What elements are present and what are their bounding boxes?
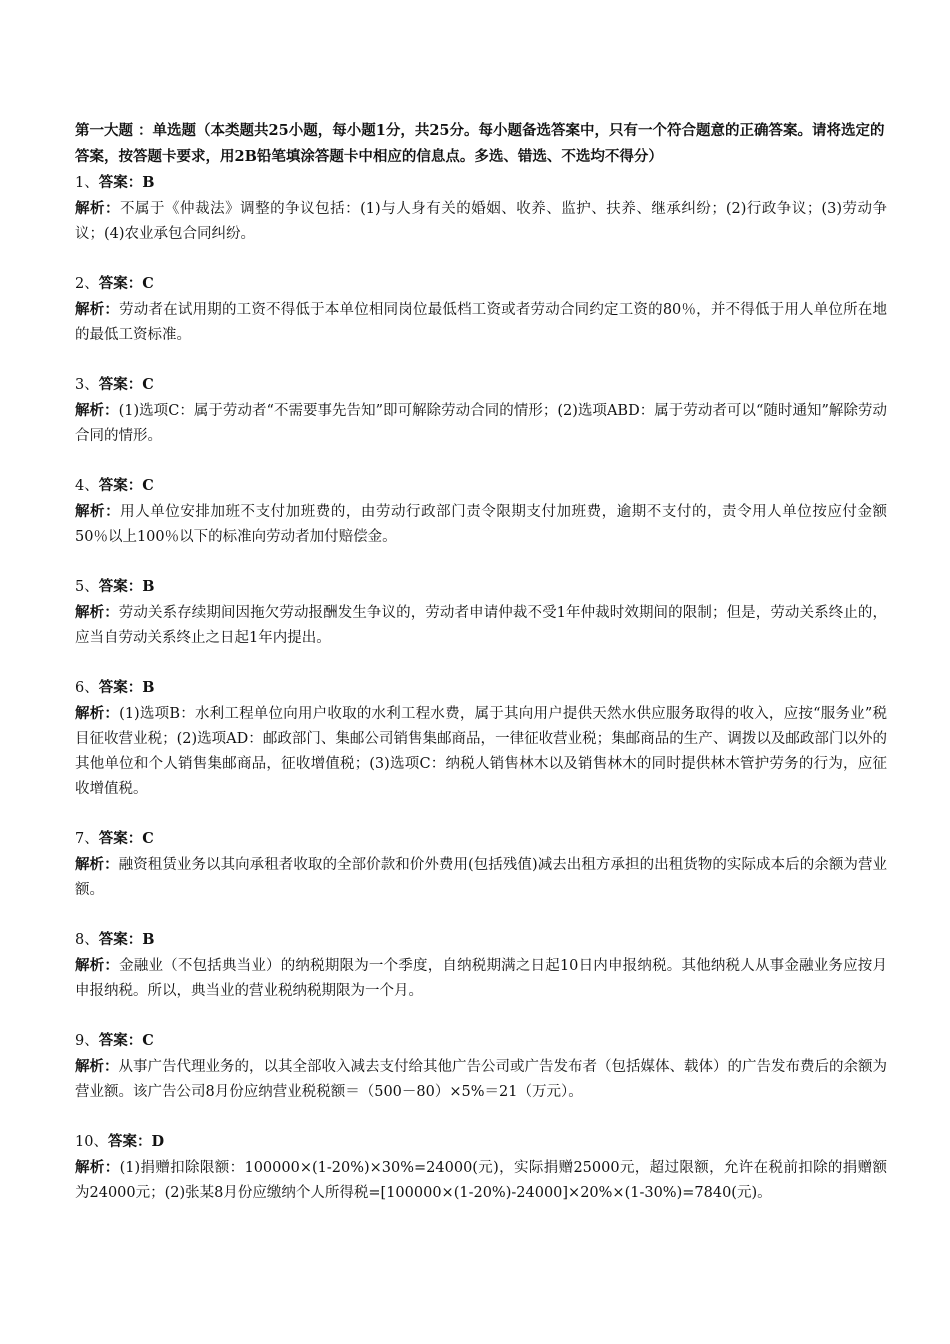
analysis-text [75, 953, 887, 1004]
question-number: 8、 [75, 932, 99, 948]
analysis-label: 解析： [75, 604, 119, 621]
answer-label: 答案： [98, 931, 143, 948]
answer-label: 答案： [98, 275, 143, 292]
analysis-label: 解析： [75, 301, 120, 318]
analysis-label: 解析： [75, 402, 119, 419]
answer-item [75, 271, 887, 348]
answer-item [75, 574, 887, 651]
analysis-label: 解析： [75, 1058, 119, 1075]
answer-line [75, 372, 887, 398]
answer-line [75, 826, 887, 852]
answer-value: C [142, 275, 154, 292]
analysis-text [75, 600, 887, 651]
analysis-label: 解析： [75, 856, 119, 873]
question-number: 4、 [75, 478, 99, 494]
answer-item [75, 473, 887, 550]
question-number: 6、 [75, 680, 99, 696]
section-title: 第一大题 ：单选题（本类题共25小题，每小题1分，共25分。每小题备选答案中，只有一个符合题意的正确答案。请将选定的答案，按答题卡要求，用2B铅笔填涂答题卡中相应的信息点。多选、错选、不选均不得分） [75, 122, 885, 165]
analysis-label: 解析： [75, 200, 121, 217]
answer-item [75, 170, 887, 247]
answer-label: 答案： [98, 578, 143, 595]
analysis-label: 解析： [75, 705, 120, 722]
analysis-body: (1)捐赠扣除限额：100000×(1-20%)×30%=24000(元)，实际捐赠25000元，超过限额，允许在税前扣除的捐赠额为24000元；(2)张某8月份应缴纳个人所得税=[100000×(1-20%)-24000]×20%×(1-30%)=7840(元)。 [75, 1160, 887, 1201]
answer-value: B [142, 679, 155, 696]
analysis-body: 不属于《仲裁法》调整的争议包括：(1)与人身有关的婚姻、收养、监护、扶养、继承纠纷；(2)行政争议；(3)劳动争议；(4)农业承包合同纠纷。 [75, 201, 887, 242]
question-number: 1、 [75, 175, 99, 191]
question-number: 9、 [75, 1033, 99, 1049]
answer-label: 答案： [98, 376, 143, 393]
analysis-body: 金融业（不包括典当业）的纳税期限为一个季度，自纳税期满之日起10日内申报纳税。其他纳税人从事金融业务应按月申报纳税。所以，典当业的营业税纳税期限为一个月。 [75, 958, 888, 999]
answer-value: B [142, 174, 155, 191]
answer-item [75, 372, 887, 449]
analysis-body: 融资租赁业务以其向承租者收取的全部价款和价外费用(包括残值)减去出租方承担的出租货物的实际成本后的余额为营业额。 [75, 857, 887, 898]
analysis-body: (1)选项C：属于劳动者“不需要事先告知”即可解除劳动合同的情形；(2)选项ABD：属于劳动者可以“随时通知”解除劳动合同的情形。 [75, 403, 888, 444]
answer-label: 答案： [98, 174, 143, 191]
analysis-label: 解析： [75, 503, 121, 520]
answer-line [75, 574, 887, 600]
question-number: 7、 [75, 831, 99, 847]
answer-value: C [142, 376, 154, 393]
answer-item [75, 826, 887, 903]
answer-label: 答案： [98, 830, 143, 847]
answer-value: D [151, 1133, 165, 1150]
analysis-body: 劳动者在试用期的工资不得低于本单位相同岗位最低档工资或者劳动合同约定工资的80％，并不得低于用人单位所在地的最低工资标准。 [75, 302, 888, 343]
answer-line [75, 1129, 887, 1155]
answer-line [75, 473, 887, 499]
analysis-text [75, 701, 887, 802]
analysis-text [75, 852, 887, 903]
answer-line [75, 170, 887, 196]
question-number: 10、 [75, 1134, 108, 1150]
analysis-body: 用人单位安排加班不支付加班费的，由劳动行政部门责令限期支付加班费，逾期不支付的，责令用人单位按应付金额50％以上100％以下的标准向劳动者加付赔偿金。 [75, 504, 888, 545]
answer-label: 答案： [107, 1133, 152, 1150]
answer-value: B [142, 931, 155, 948]
analysis-label: 解析： [75, 957, 120, 974]
answer-line [75, 675, 887, 701]
analysis-text [75, 297, 887, 348]
analysis-text [75, 196, 887, 247]
analysis-text [75, 499, 887, 550]
analysis-body: 劳动关系存续期间因拖欠劳动报酬发生争议的，劳动者申请仲裁不受1年仲裁时效期间的限制；但是，劳动关系终止的，应当自劳动关系终止之日起1年内提出。 [75, 605, 887, 646]
question-number: 5、 [75, 579, 99, 595]
answer-value: C [142, 1032, 154, 1049]
answer-value: C [142, 477, 154, 494]
answer-value: B [142, 578, 155, 595]
answer-line [75, 271, 887, 297]
analysis-text [75, 1155, 887, 1206]
analysis-body: 从事广告代理业务的，以其全部收入减去支付给其他广告公司或广告发布者（包括媒体、载体）的广告发布费后的余额为营业额。该广告公司8月份应纳营业税税额＝（500－80）×5%＝21（万元）。 [75, 1059, 887, 1100]
answer-item [75, 927, 887, 1004]
analysis-text [75, 1054, 887, 1105]
answer-line [75, 1028, 887, 1054]
question-number: 2、 [75, 276, 99, 292]
answer-item [75, 1028, 887, 1105]
answer-value: C [142, 830, 154, 847]
analysis-body: (1)选项B：水利工程单位向用户收取的水利工程水费，属于其向用户提供天然水供应服务取得的收入，应按“服务业”税目征收营业税；(2)选项AD：邮政部门、集邮公司销售集邮商品，一律征收营业税；集邮商品的生产、调拨以及邮政部门以外的其他单位和个人销售集邮商品，征收增值税；(3)选项C：纳税人销售林木以及销售林木的同时提供林木管护劳务的行为，应征收增值税。 [75, 706, 887, 797]
answer-item [75, 1129, 887, 1206]
analysis-label: 解析： [75, 1159, 120, 1176]
answer-label: 答案： [98, 679, 143, 696]
answer-line [75, 927, 887, 953]
answer-label: 答案： [98, 1032, 143, 1049]
analysis-text [75, 398, 887, 449]
answer-document [75, 118, 887, 1230]
answer-label: 答案： [98, 477, 143, 494]
answer-list [75, 170, 887, 1206]
answer-item [75, 675, 887, 802]
question-number: 3、 [75, 377, 99, 393]
